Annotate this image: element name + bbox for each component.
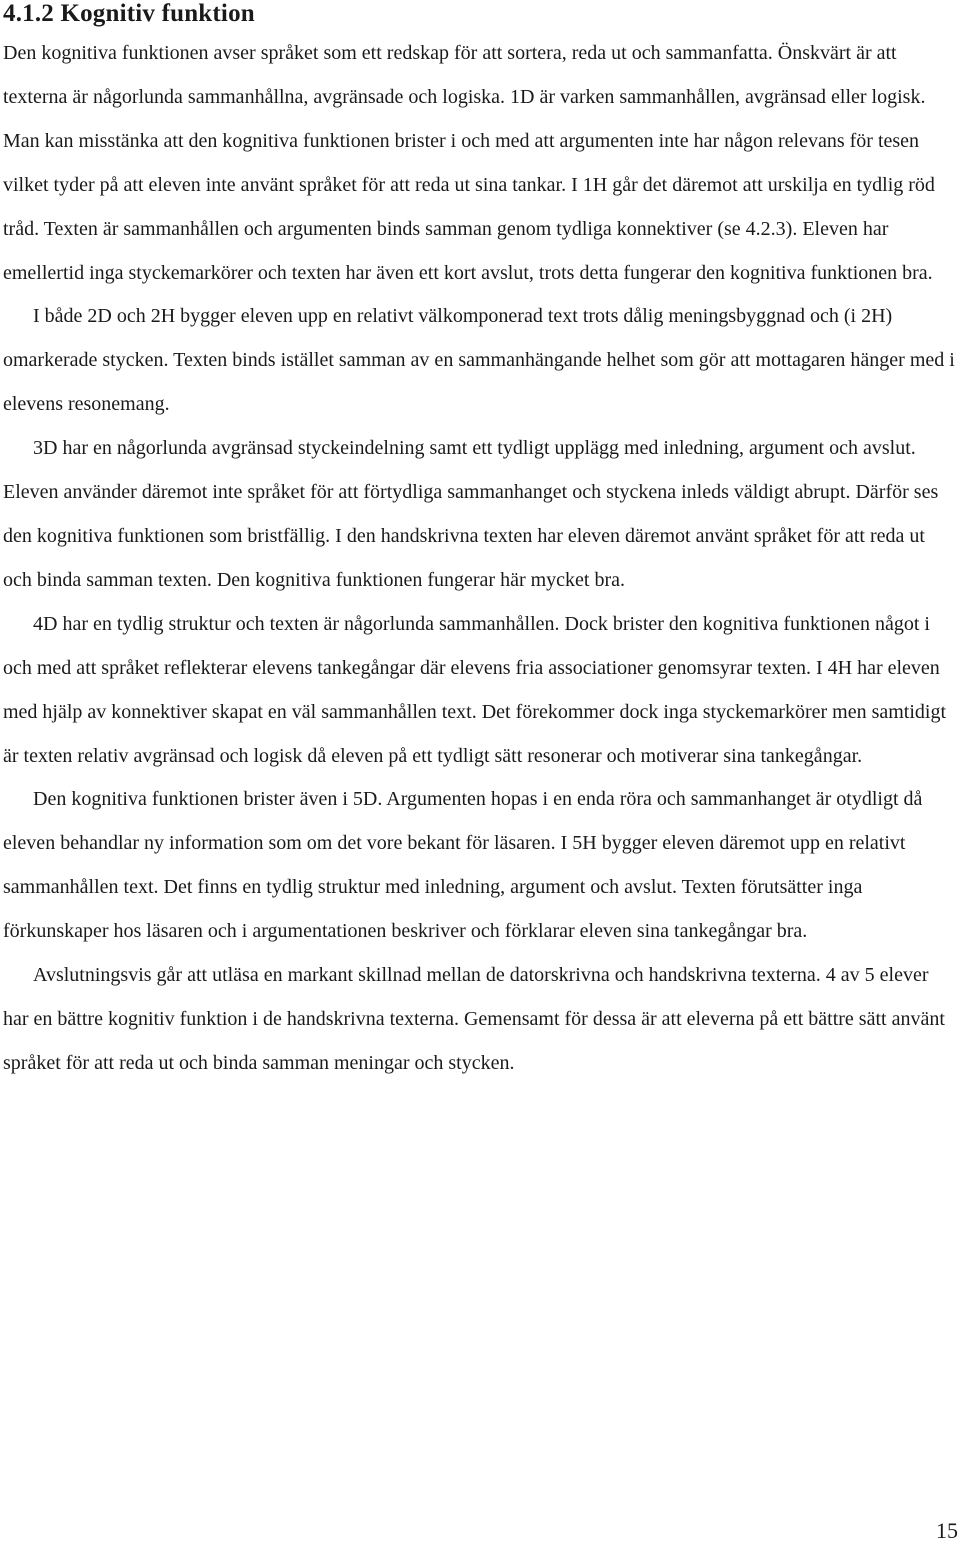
paragraph-4: 4D har en tydlig struktur och texten är någorlunda sammanhållen. Dock brister den kognitiva funktionen något i och med att språket reflekterar elevens tankegångar där elevens fria associationer genomsyrar texten. I 4H har eleven med hjälp av konnektiver skapat en väl sammanhållen text. Det förekommer dock inga styckemarkörer men samtidigt är texten relativ avgränsad och logisk då eleven på ett tydligt sätt resonerar och motiverar sina tankegångar. (3, 612, 947, 767)
paragraph-1: Den kognitiva funktionen avser språket som ett redskap för att sortera, reda ut och sammanfatta. Önskvärt är att texterna är någorlunda sammanhållna, avgränsade och logiska. 1D är varken sammanhållen, avgränsad eller logisk. Man kan misstänka att den kognitiva funktionen brister i och med att argumenten inte har någon relevans för tesen vilket tyder på att eleven inte använt språket för att reda ut sina tankar. I 1H går det däremot att urskilja en tydlig röd tråd. Texten är sammanhållen och argumenten binds samman genom tydliga konnektiver (se 4.2.3). Eleven har emellertid inga styckemarkörer och texten har även ett kort avslut, trots detta fungerar den kognitiva funktionen bra. (3, 42, 935, 284)
section-heading: 4.1.2 Kognitiv funktion (3, 0, 255, 27)
page-number: 15 (936, 1518, 958, 1543)
paragraph-5: Den kognitiva funktionen brister även i 5D. Argumenten hopas i en enda röra och sammanhanget är otydligt då eleven behandlar ny information som om det vore bekant för läsaren. I 5H bygger eleven däremot upp en relativt sammanhållen text. Det finns en tydlig struktur med inledning, argument och avslut. Texten förutsätter inga förkunskaper hos läsaren och i argumentationen beskriver och förklarar eleven sina tankegångar bra. (3, 788, 923, 943)
paragraph-6: Avslutningsvis går att utläsa en markant skillnad mellan de datorskrivna och handskrivna texterna. 4 av 5 elever har en bättre kognitiv funktion i de handskrivna texterna. Gemensamt för dessa är att eleverna på ett bättre sätt använt språket för att reda ut och binda samman meningar och stycken. (3, 964, 945, 1074)
paragraph-2: I både 2D och 2H bygger eleven upp en relativt välkomponerad text trots dålig meningsbyggnad och (i 2H) omarkerade stycken. Texten binds istället samman av en sammanhängande helhet som gör att mottagaren hänger med i elevens resonemang. (3, 305, 955, 416)
paragraph-3: 3D har en någorlunda avgränsad styckeindelning samt ett tydligt upplägg med inledning, argument och avslut. Eleven använder däremot inte språket för att förtydliga sammanhanget och styckena inleds väldigt abrupt. Därför ses den kognitiva funktionen som bristfällig. I den handskrivna texten har eleven däremot använt språket för att reda ut och binda samman texten. Den kognitiva funktionen fungerar här mycket bra. (3, 437, 939, 591)
document-page (3, 0, 955, 1086)
